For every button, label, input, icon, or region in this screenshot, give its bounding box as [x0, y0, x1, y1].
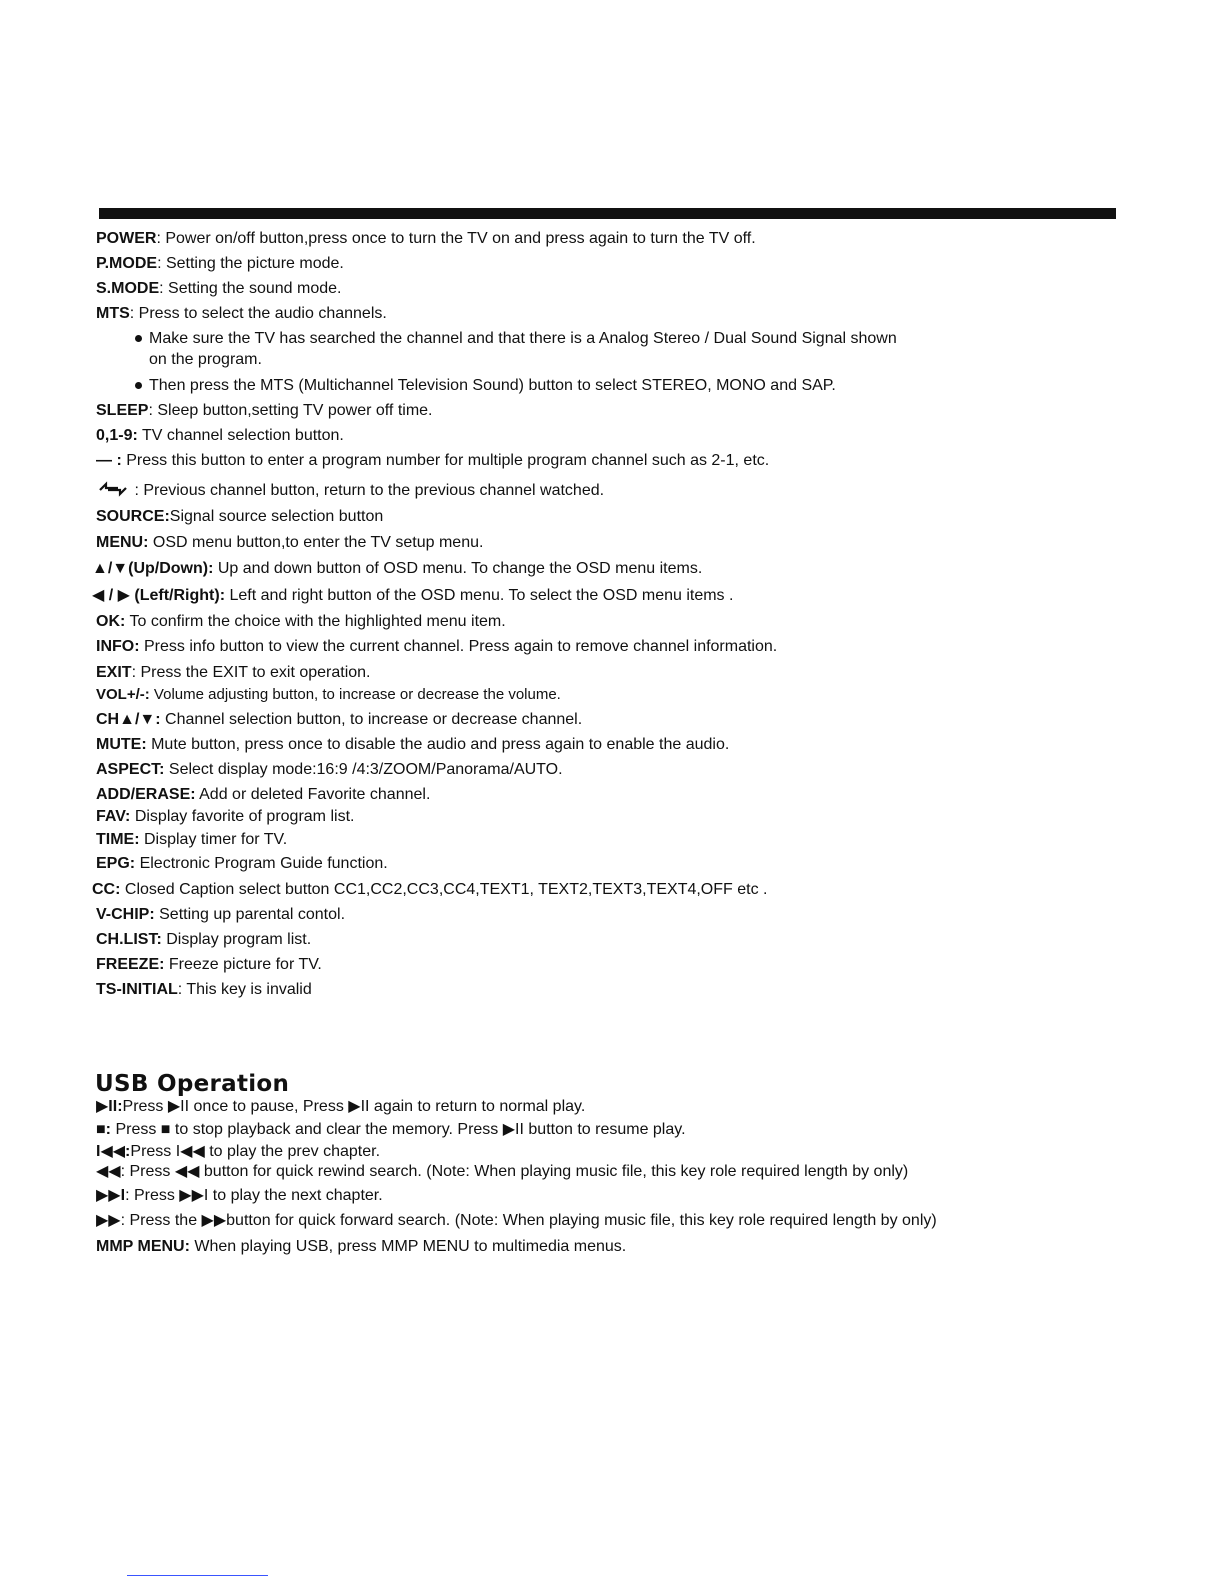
footer-link-underline[interactable]: [127, 1575, 268, 1576]
usb-entry-stop: ■: Press ■ to stop playback and clear the memory. Press ▶II button to resume play.: [96, 1121, 686, 1138]
entry-digits: 0,1-9: TV channel selection button.: [96, 427, 344, 444]
entry-sleep: SLEEP: Sleep button,setting TV power off time.: [96, 402, 433, 419]
entry-mute: MUTE: Mute button, press once to disable the audio and press again to enable the audio.: [96, 736, 730, 753]
entry-ch: CH▲/▼: Channel selection button, to increase or decrease channel.: [96, 711, 583, 728]
entry-adderase: ADD/ERASE: Add or deleted Favorite channel.: [96, 786, 431, 803]
bullet-dot: [135, 382, 142, 389]
entry-pmode: P.MODE: Setting the picture mode.: [96, 255, 344, 272]
entry-recall: : Previous channel button, return to the previous channel watched.: [96, 480, 604, 501]
entry-time: TIME: Display timer for TV.: [96, 831, 288, 848]
usb-entry-mmp-menu: MMP MENU: When playing USB, press MMP MENU to multimedia menus.: [96, 1238, 627, 1255]
entry-dash: — : Press this button to enter a program number for multiple program channel such as 2-1, etc.: [96, 452, 770, 469]
entry-source: SOURCE:Signal source selection button: [96, 508, 384, 525]
entry-epg: EPG: Electronic Program Guide function.: [96, 855, 388, 872]
usb-entry-playpause: ▶II:Press ▶II once to pause, Press ▶II again to return to normal play.: [96, 1098, 586, 1115]
entry-power: POWER: Power on/off button,press once to turn the TV on and press again to turn the TV off.: [96, 230, 756, 247]
entry-leftright: ◀ / ▶ (Left/Right): Left and right button of the OSD menu. To select the OSD menu items .: [92, 587, 734, 604]
usb-entry-next: ▶▶I: Press ▶▶I to play the next chapter.: [96, 1187, 383, 1204]
entry-ok: OK: To confirm the choice with the highlighted menu item.: [96, 613, 506, 630]
entry-menu: MENU: OSD menu button,to enter the TV setup menu.: [96, 534, 484, 551]
entry-info: INFO: Press info button to view the current channel. Press again to remove channel information.: [96, 638, 778, 655]
entry-exit: EXIT: Press the EXIT to exit operation.: [96, 664, 371, 681]
usb-entry-prev: I◀◀:Press I◀◀ to play the prev chapter.: [96, 1143, 381, 1160]
header-rule: [99, 208, 1116, 219]
entry-fav: FAV: Display favorite of program list.: [96, 808, 355, 825]
entry-aspect: ASPECT: Select display mode:16:9 /4:3/ZOOM/Panorama/AUTO.: [96, 761, 563, 778]
entry-mts: MTS: Press to select the audio channels.: [96, 305, 387, 322]
mts-bullet-2: Then press the MTS (Multichannel Television Sound) button to select STEREO, MONO and SAP.: [135, 376, 836, 396]
mts-bullet-1-cont: on the program.: [149, 351, 262, 368]
entry-freeze: FREEZE: Freeze picture for TV.: [96, 956, 322, 973]
entry-vchip: V-CHIP: Setting up parental contol.: [96, 906, 346, 923]
recall-arrows-icon: [96, 480, 130, 498]
entry-updown: ▲/▼(Up/Down): Up and down button of OSD menu. To change the OSD menu items.: [92, 560, 703, 577]
entry-smode: S.MODE: Setting the sound mode.: [96, 280, 342, 297]
entry-cc: CC: Closed Caption select button CC1,CC2,CC3,CC4,TEXT1, TEXT2,TEXT3,TEXT4,OFF etc .: [92, 881, 768, 898]
entry-vol: VOL+/-: Volume adjusting button, to increase or decrease the volume.: [96, 686, 561, 703]
usb-entry-rewind: ◀◀: Press ◀◀ button for quick rewind search. (Note: When playing music file, this key role required length by only): [96, 1163, 909, 1180]
entry-chlist: CH.LIST: Display program list.: [96, 931, 312, 948]
mts-bullet-1: Make sure the TV has searched the channel and that there is a Analog Stereo / Dual Sound Signal shown: [135, 329, 897, 349]
bullet-dot: [135, 335, 142, 342]
usb-section-title: USB Operation: [95, 1071, 290, 1097]
usb-entry-forward: ▶▶: Press the ▶▶button for quick forward search. (Note: When playing music file, this key role required length by only): [96, 1212, 937, 1229]
entry-tsinitial: TS-INITIAL: This key is invalid: [96, 981, 312, 998]
